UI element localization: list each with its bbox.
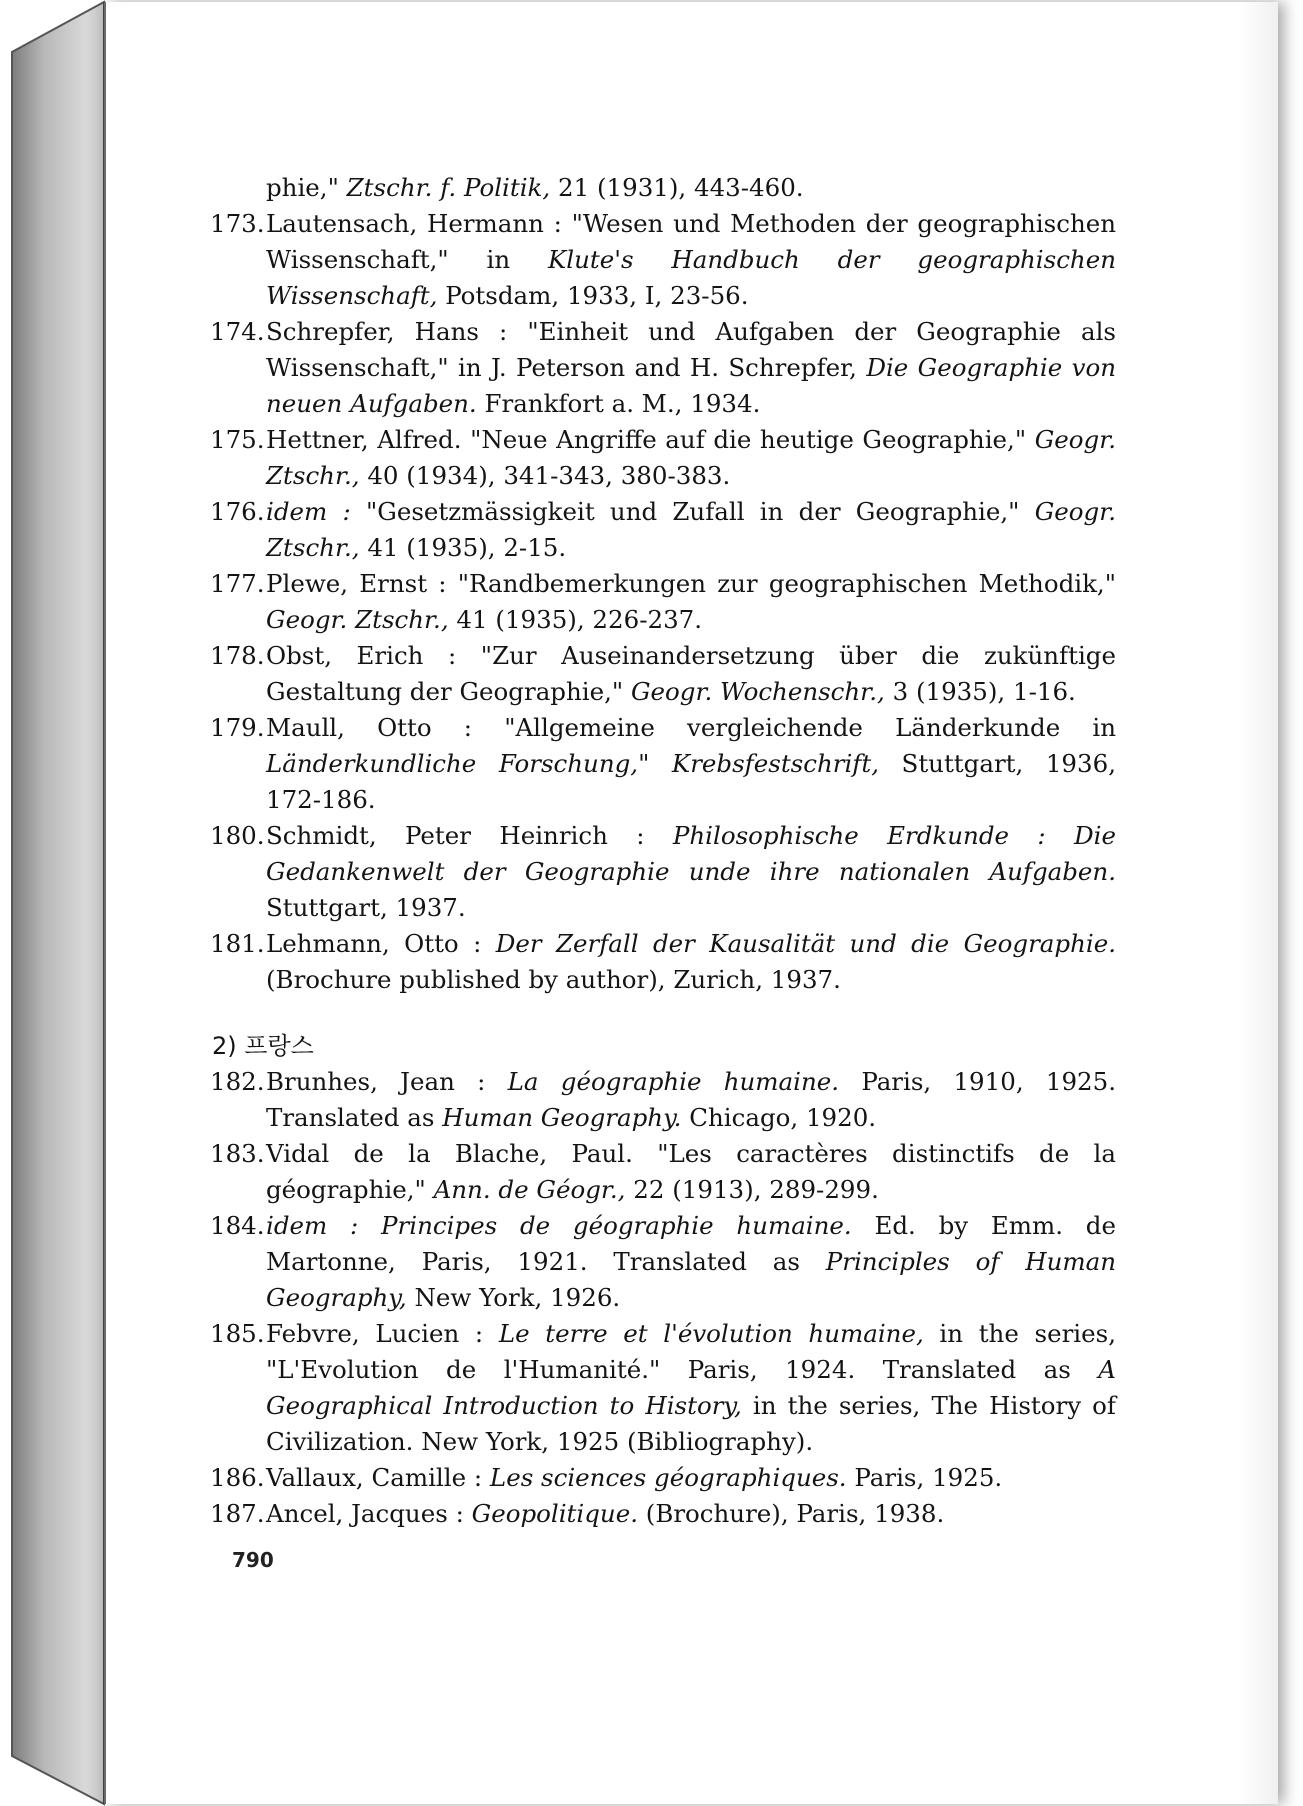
bibliography-entry [210, 926, 1116, 998]
entry-text-segment: Frankfort a. M., 1934. [476, 389, 761, 418]
entry-text-segment: Obst, Erich : "Zur Auseinandersetzung über die zukünftige Gestaltung der Geographie," [266, 641, 1116, 706]
entry-italic-title: A Geographical Introduction to History, [266, 1355, 1116, 1420]
entry-number: 177. [210, 569, 265, 598]
entry-italic-title: Geopolitique. [471, 1499, 638, 1528]
entry-italic-title: Philosophische Erdkunde : Die Gedankenwelt der Geographie unde ihre nationalen Aufgaben. [266, 821, 1116, 886]
entry-text-segment: Vallaux, Camille : [266, 1463, 490, 1492]
page-edge-shade [1238, 2, 1278, 1804]
bibliography-entry [210, 1460, 1116, 1496]
entry-text-segment: Schmidt, Peter Heinrich : [266, 821, 673, 850]
entry-text-segment: Vidal de la Blache, Paul. "Les caractères distinctifs de la géographie," [266, 1139, 1116, 1204]
bibliography-list-germany [210, 206, 1116, 998]
entry-number: 176. [210, 497, 265, 526]
section-heading-france: 2) 프랑스 [212, 1032, 314, 1060]
entry-text-segment: Paris, 1910, 1925. Translated as [266, 1067, 1116, 1132]
entry-text-segment: in the series, "L'Evolution de l'Humanité." Paris, 1924. Translated as [266, 1319, 1116, 1384]
bibliography-entry [210, 422, 1116, 494]
entry-text-segment: Lautensach, Hermann : "Wesen und Methoden der geographischen Wissenschaft," in [266, 209, 1116, 274]
entry-text [266, 710, 1116, 818]
entry-text-segment: Stuttgart, 1937. [266, 893, 466, 922]
bibliography-entry [210, 818, 1116, 926]
entry-text-segment: Stuttgart, 1936, 172-186. [266, 749, 1116, 814]
entry-text [266, 1496, 1116, 1532]
entry-text-segment: 41 (1935), 226-237. [448, 605, 703, 634]
entry-italic-title: Länderkundliche Forschung," Krebsfestschrift, [266, 749, 879, 778]
entry-text-segment: Lehmann, Otto : [266, 929, 496, 958]
entry-text-segment: in the series, The History of Civilization. New York, 1925 (Bibliography). [266, 1391, 1117, 1456]
entry-text [266, 314, 1116, 422]
entry-italic-title: Klute's Handbuch der geographischen Wissenschaft, [266, 245, 1116, 310]
entry-italic-title: Der Zerfall der Kausalität und die Geographie. [495, 929, 1116, 958]
bibliography-list-france [210, 1064, 1116, 1532]
bibliography-entry [210, 494, 1116, 566]
entry-number: 181. [210, 929, 265, 958]
entry-italic-title: Le terre et l'évolution humaine, [498, 1319, 924, 1348]
bibliography-entry [210, 710, 1116, 818]
bibliography-entry [210, 1208, 1116, 1316]
entry-text-segment: Chicago, 1920. [681, 1103, 877, 1132]
entry-italic-title: idem : Principes de géographie humaine. [266, 1211, 852, 1240]
entry-italic-title: idem : [266, 497, 351, 526]
entry-italic-title: La géographie humaine. [507, 1067, 840, 1096]
entry-text-segment: Ed. by Emm. de Martonne, Paris, 1921. Translated as [266, 1211, 1116, 1276]
entry-text-segment: Plewe, Ernst : "Randbemerkungen zur geographischen Methodik," [266, 569, 1116, 598]
entry-text-segment: Febvre, Lucien : [266, 1319, 499, 1348]
entry-italic-title: Geogr. Ztschr., [266, 425, 1116, 490]
entry-text-segment: (Brochure published by author), Zurich, 1937. [266, 965, 841, 994]
entry-text [266, 566, 1116, 638]
bibliography-entry [210, 1064, 1116, 1136]
entry-text-segment: (Brochure), Paris, 1938. [637, 1499, 945, 1528]
entry-italic-title: Ann. de Géogr., [433, 1175, 626, 1204]
entry-number: 178. [210, 641, 265, 670]
entry-text-segment: 22 (1913), 289-299. [625, 1175, 879, 1204]
entry-text-segment: Hettner, Alfred. "Neue Angriffe auf die heutige Geographie," [266, 425, 1035, 454]
entry-text [266, 422, 1116, 494]
entry-italic-title: Geogr. Ztschr., [266, 497, 1116, 562]
bibliography-entry [210, 1496, 1116, 1532]
entry-text-segment: 40 (1934), 341-343, 380-383. [359, 461, 731, 490]
bibliography-content [210, 170, 1116, 1532]
bibliography-entry [210, 1136, 1116, 1208]
entry-number: 180. [210, 821, 265, 850]
entry-text [266, 1064, 1116, 1136]
entry-text [266, 638, 1116, 710]
entry-text [266, 926, 1116, 998]
bibliography-entry [210, 638, 1116, 710]
page-number: 790 [232, 1548, 274, 1572]
entry-text-segment: 41 (1935), 2-15. [359, 533, 567, 562]
entry-number: 182. [210, 1067, 265, 1096]
entry-text-segment: Brunhes, Jean : [266, 1067, 508, 1096]
bibliography-entry [210, 314, 1116, 422]
entry-text [266, 818, 1116, 926]
entry-text [266, 1208, 1116, 1316]
entry-italic-title: Geogr. Wochenschr., [630, 677, 885, 706]
entry-italic-title: Les sciences géographiques. [489, 1463, 847, 1492]
entry-text [266, 1136, 1116, 1208]
entry-text-segment: New York, 1926. [406, 1283, 621, 1312]
entry-number: 175. [210, 425, 265, 454]
entry-text-segment: Maull, Otto : "Allgemeine vergleichende Länderkunde in [266, 713, 1116, 742]
bibliography-entry [210, 206, 1116, 314]
entry-number: 174. [210, 317, 265, 346]
entry-text-segment: Ancel, Jacques : [266, 1499, 472, 1528]
bibliography-entry [210, 1316, 1116, 1460]
entry-text [266, 494, 1116, 566]
entry-text-segment: Potsdam, 1933, Ⅰ, 23-56. [437, 281, 749, 310]
entry-number: 184. [210, 1211, 265, 1240]
entry-number: 186. [210, 1463, 265, 1492]
continuation-line: phie," Ztschr. f. Politik, 21 (1931), 443-460. [266, 173, 804, 202]
entry-text-segment: Paris, 1925. [846, 1463, 1003, 1492]
entry-text-segment: Schrepfer, Hans : "Einheit und Aufgaben der Geographie als Wissenschaft," in J. Peterson and H. Schrepfer, [266, 317, 1116, 382]
entry-number: 187. [210, 1499, 265, 1528]
entry-text [266, 1460, 1116, 1496]
entry-number: 173. [210, 209, 265, 238]
entry-italic-title: Geogr. Ztschr., [266, 605, 449, 634]
entry-italic-title: Die Geographie von neuen Aufgaben. [266, 353, 1116, 418]
entry-text [266, 206, 1116, 314]
entry-number: 183. [210, 1139, 265, 1168]
entry-text [266, 1316, 1116, 1460]
entry-italic-title: Principles of Human Geography, [266, 1247, 1116, 1312]
entry-number: 179. [210, 713, 265, 742]
entry-text-segment: 3 (1935), 1-16. [884, 677, 1076, 706]
entry-number: 185. [210, 1319, 265, 1348]
entry-italic-title: Human Geography. [442, 1103, 682, 1132]
entry-text-segment: "Gesetzmässigkeit und Zufall in der Geographie," [350, 497, 1035, 526]
bibliography-entry [210, 566, 1116, 638]
